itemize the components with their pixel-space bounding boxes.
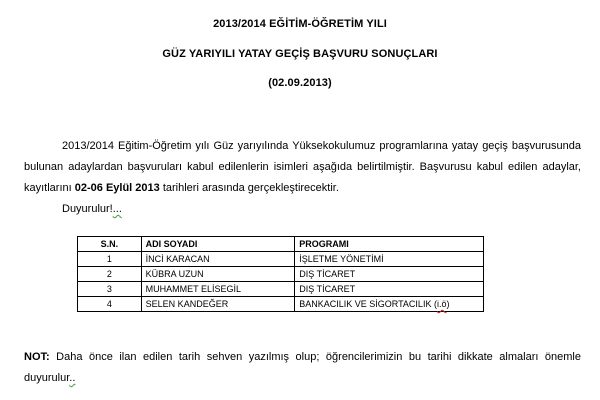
row-sn: 1 xyxy=(78,252,142,267)
row-program-text: BANKACILIK VE SİGORTACILIK ( xyxy=(299,299,437,309)
page-title: 2013/2014 EĞİTİM-ÖĞRETİM YILI xyxy=(213,18,387,30)
intro-text-a: 2013/2014 Eğitim-Öğretim yılı Güz yarıyılında Yüksekokulumuz programlarına yatay geçiş başvurusunda bulunan adaylardan başvuruları kabul edilenlerin isimleri aşağıda belirtilmiştir. Başvurusu kabul edilen adaylar, kayıtlarını xyxy=(24,140,581,194)
table-header-row xyxy=(78,237,484,252)
announcement-trail: ... xyxy=(112,203,122,215)
note-text: Daha önce ilan edilen tarih sehven yazılmış olup; öğrencilerimizin bu tarihi dikkate almaları önemle duyurulur xyxy=(24,351,581,384)
registration-dates: 02-06 Eylül 2013 xyxy=(74,182,160,194)
page-subtitle: GÜZ YARIYILI YATAY GEÇİŞ BAŞVURU SONUÇLARI xyxy=(162,48,438,60)
row-sn: 2 xyxy=(78,267,142,282)
row-program: DIŞ TİCARET xyxy=(295,282,484,297)
row-name: KÜBRA UZUN xyxy=(141,267,295,282)
announcement-date: (02.09.2013) xyxy=(268,77,332,89)
table-row xyxy=(78,267,484,282)
col-header-sn: S.N. xyxy=(78,237,142,252)
row-program: DIŞ TİCARET xyxy=(295,267,484,282)
intro-text-b: tarihleri arasında gerçekleştirecektir. xyxy=(159,182,339,194)
row-sn: 3 xyxy=(78,282,142,297)
row-program: İŞLETME YÖNETİMİ xyxy=(295,252,484,267)
col-header-name: ADI SOYADI xyxy=(141,237,295,252)
note-trail: .. xyxy=(69,372,76,384)
results-table xyxy=(77,236,484,312)
row-name: SELEN KANDEĞER xyxy=(141,297,295,312)
announcement-label: Duyurulur! xyxy=(62,203,113,215)
announcement-line xyxy=(62,199,122,220)
row-name: MUHAMMET ELİSEGİL xyxy=(141,282,295,297)
row-program-mark: i.ö xyxy=(436,299,447,309)
table-row xyxy=(78,297,484,312)
row-name: İNCİ KARACAN xyxy=(141,252,295,267)
table-row xyxy=(78,252,484,267)
note-label: NOT: xyxy=(24,351,50,363)
row-program-end: ) xyxy=(446,299,450,309)
intro-paragraph xyxy=(24,136,581,199)
table-row xyxy=(78,282,484,297)
row-program xyxy=(295,297,484,312)
note-paragraph xyxy=(24,347,581,389)
row-sn: 4 xyxy=(78,297,142,312)
col-header-program: PROGRAMI xyxy=(295,237,484,252)
